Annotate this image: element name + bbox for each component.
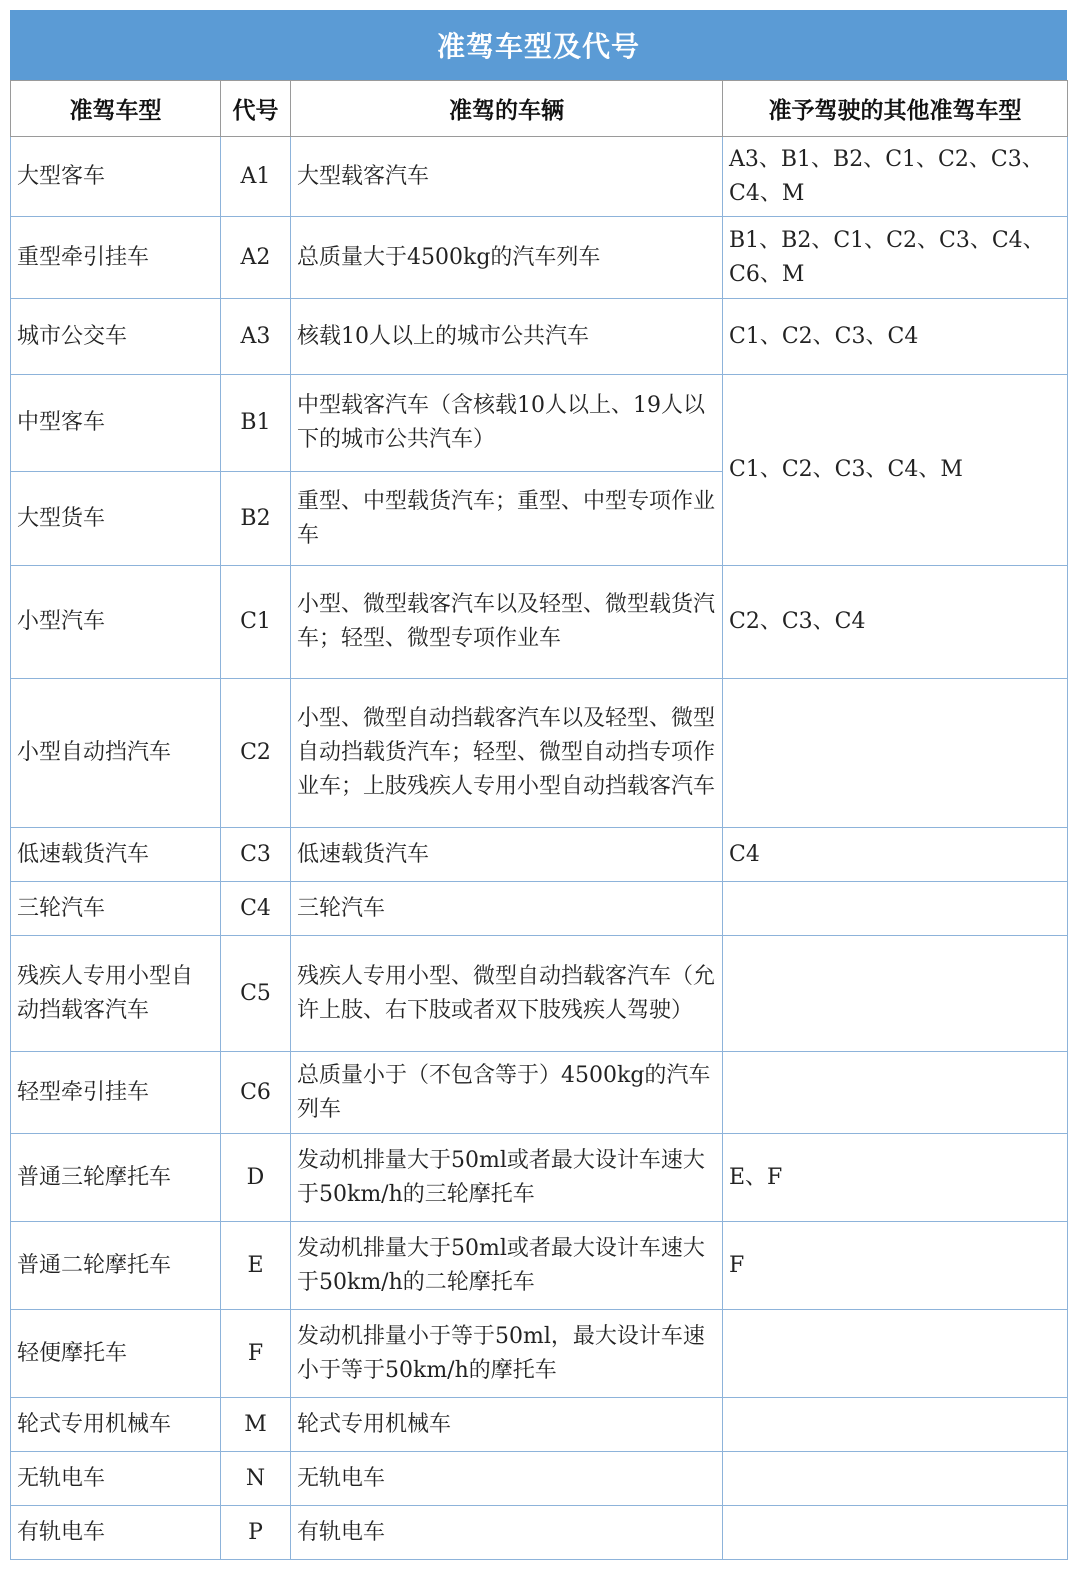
cell-other xyxy=(723,1052,1068,1134)
cell-type: 有轨电车 xyxy=(11,1506,221,1560)
header-vehicle: 准驾的车辆 xyxy=(291,81,723,137)
cell-other xyxy=(723,1506,1068,1560)
cell-type: 三轮汽车 xyxy=(11,882,221,936)
cell-other: A3、B1、B2、C1、C2、C3、C4、M xyxy=(723,137,1068,217)
header-row xyxy=(11,81,1068,137)
table-row xyxy=(11,1506,1068,1560)
header-other: 准予驾驶的其他准驾车型 xyxy=(723,81,1068,137)
cell-other xyxy=(723,1310,1068,1398)
cell-type: 低速载货汽车 xyxy=(11,828,221,882)
cell-vehicle: 小型、微型载客汽车以及轻型、微型载货汽车；轻型、微型专项作业车 xyxy=(291,566,723,679)
cell-type: 大型货车 xyxy=(11,472,221,566)
cell-code: C4 xyxy=(221,882,291,936)
license-table xyxy=(10,80,1068,1560)
cell-vehicle: 核载10人以上的城市公共汽车 xyxy=(291,299,723,375)
cell-other: B1、B2、C1、C2、C3、C4、C6、M xyxy=(723,217,1068,299)
cell-type: 大型客车 xyxy=(11,137,221,217)
cell-other: F xyxy=(723,1222,1068,1310)
cell-type: 残疾人专用小型自动挡载客汽车 xyxy=(11,936,221,1052)
cell-other xyxy=(723,1398,1068,1452)
cell-other xyxy=(723,882,1068,936)
cell-type: 轻便摩托车 xyxy=(11,1310,221,1398)
table-row xyxy=(11,1452,1068,1506)
cell-vehicle: 发动机排量小于等于50ml，最大设计车速小于等于50km/h的摩托车 xyxy=(291,1310,723,1398)
license-table-container xyxy=(10,10,1067,1560)
cell-vehicle: 中型载客汽车（含核载10人以上、19人以下的城市公共汽车） xyxy=(291,375,723,472)
cell-vehicle: 低速载货汽车 xyxy=(291,828,723,882)
cell-code: M xyxy=(221,1398,291,1452)
cell-other xyxy=(723,1452,1068,1506)
cell-code: P xyxy=(221,1506,291,1560)
table-row xyxy=(11,566,1068,679)
table-row xyxy=(11,1134,1068,1222)
table-row xyxy=(11,375,1068,472)
table-row xyxy=(11,1052,1068,1134)
cell-code: C5 xyxy=(221,936,291,1052)
table-row xyxy=(11,882,1068,936)
cell-code: C6 xyxy=(221,1052,291,1134)
cell-vehicle: 残疾人专用小型、微型自动挡载客汽车（允许上肢、右下肢或者双下肢残疾人驾驶） xyxy=(291,936,723,1052)
cell-code: N xyxy=(221,1452,291,1506)
cell-other xyxy=(723,679,1068,828)
cell-type: 小型自动挡汽车 xyxy=(11,679,221,828)
cell-vehicle: 重型、中型载货汽车；重型、中型专项作业车 xyxy=(291,472,723,566)
cell-vehicle: 发动机排量大于50ml或者最大设计车速大于50km/h的三轮摩托车 xyxy=(291,1134,723,1222)
cell-code: A1 xyxy=(221,137,291,217)
cell-vehicle: 总质量大于4500kg的汽车列车 xyxy=(291,217,723,299)
table-row xyxy=(11,137,1068,217)
cell-code: B1 xyxy=(221,375,291,472)
cell-vehicle: 小型、微型自动挡载客汽车以及轻型、微型自动挡载货汽车；轻型、微型自动挡专项作业车；上肢残疾人专用小型自动挡载客汽车 xyxy=(291,679,723,828)
cell-other: C4 xyxy=(723,828,1068,882)
cell-code: C3 xyxy=(221,828,291,882)
table-title: 准驾车型及代号 xyxy=(10,10,1067,80)
table-row xyxy=(11,217,1068,299)
cell-code: C2 xyxy=(221,679,291,828)
cell-vehicle: 轮式专用机械车 xyxy=(291,1398,723,1452)
cell-other xyxy=(723,936,1068,1052)
table-row xyxy=(11,679,1068,828)
cell-code: A3 xyxy=(221,299,291,375)
cell-vehicle: 无轨电车 xyxy=(291,1452,723,1506)
table-row xyxy=(11,828,1068,882)
table-row xyxy=(11,299,1068,375)
cell-vehicle: 发动机排量大于50ml或者最大设计车速大于50km/h的二轮摩托车 xyxy=(291,1222,723,1310)
cell-other: C1、C2、C3、C4 xyxy=(723,299,1068,375)
cell-other: E、F xyxy=(723,1134,1068,1222)
table-row xyxy=(11,1222,1068,1310)
cell-type: 普通二轮摩托车 xyxy=(11,1222,221,1310)
table-row xyxy=(11,1398,1068,1452)
cell-code: D xyxy=(221,1134,291,1222)
cell-vehicle: 总质量小于（不包含等于）4500kg的汽车列车 xyxy=(291,1052,723,1134)
table-row xyxy=(11,936,1068,1052)
cell-vehicle: 大型载客汽车 xyxy=(291,137,723,217)
cell-other: C1、C2、C3、C4、M xyxy=(723,375,1068,566)
cell-type: 中型客车 xyxy=(11,375,221,472)
cell-type: 无轨电车 xyxy=(11,1452,221,1506)
cell-code: A2 xyxy=(221,217,291,299)
header-code: 代号 xyxy=(221,81,291,137)
cell-type: 普通三轮摩托车 xyxy=(11,1134,221,1222)
table-row xyxy=(11,1310,1068,1398)
header-type: 准驾车型 xyxy=(11,81,221,137)
cell-code: B2 xyxy=(221,472,291,566)
cell-code: C1 xyxy=(221,566,291,679)
cell-code: E xyxy=(221,1222,291,1310)
cell-type: 重型牵引挂车 xyxy=(11,217,221,299)
cell-type: 轻型牵引挂车 xyxy=(11,1052,221,1134)
cell-code: F xyxy=(221,1310,291,1398)
cell-vehicle: 有轨电车 xyxy=(291,1506,723,1560)
cell-type: 小型汽车 xyxy=(11,566,221,679)
cell-vehicle: 三轮汽车 xyxy=(291,882,723,936)
cell-type: 轮式专用机械车 xyxy=(11,1398,221,1452)
cell-type: 城市公交车 xyxy=(11,299,221,375)
cell-other: C2、C3、C4 xyxy=(723,566,1068,679)
